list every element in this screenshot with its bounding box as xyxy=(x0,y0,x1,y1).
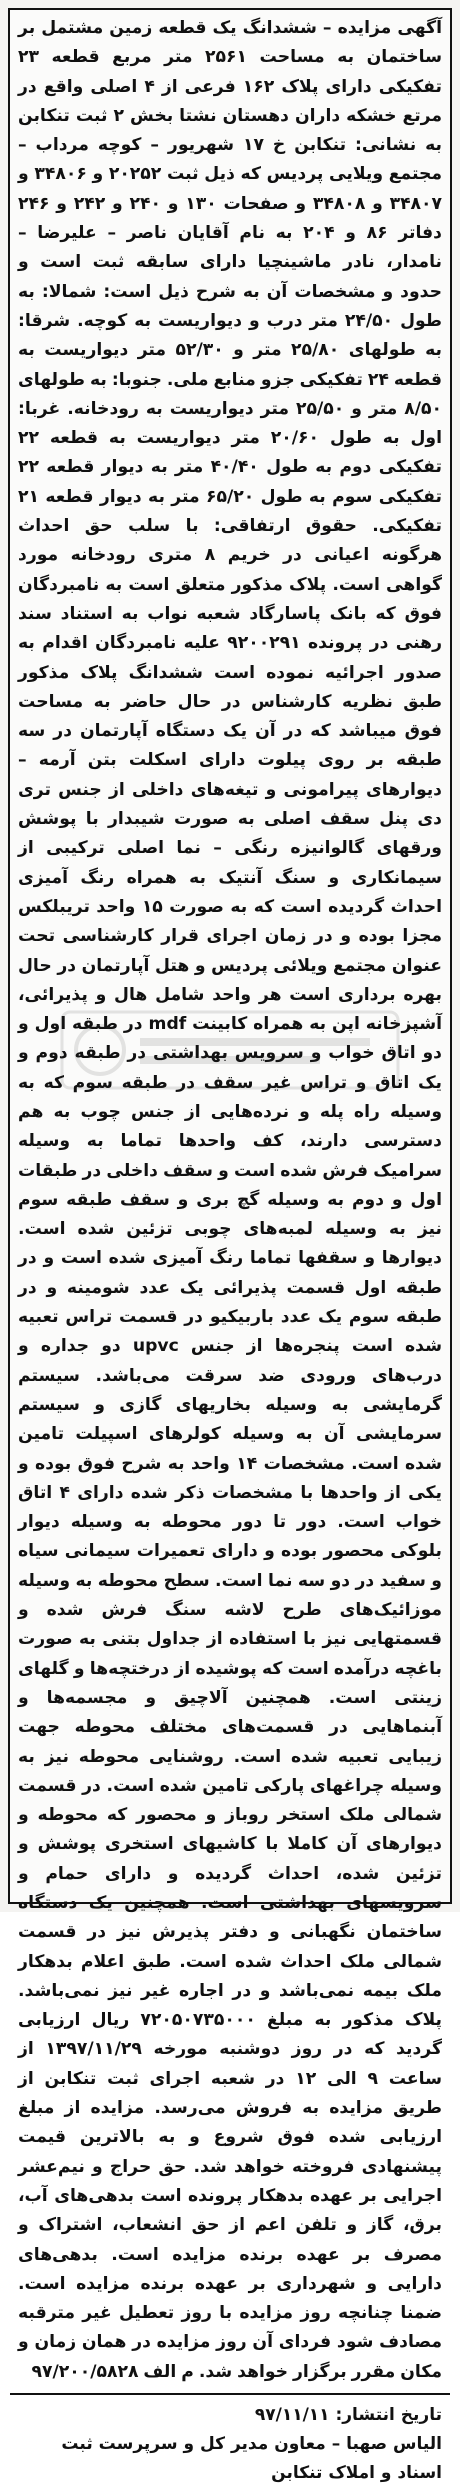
signature-line: الیاس صهبا – معاون مدیر کل و سرپرست ثبت اسناد و املاک تنکابن xyxy=(61,2434,442,2484)
auction-notice xyxy=(8,8,452,2484)
footer-divider xyxy=(10,2393,450,2395)
publication-date: تاریخ انتشار: ۹۷/۱۱/۱۱ xyxy=(254,2405,442,2426)
notice-body: آگهی مزایده – ششدانگ یک قطعه زمین مشتمل بر ساختمان به مساحت ۲۵۶۱ متر مربع قطعه ۲۳ تفکیکی دارای پلاک ۱۶۲ فرعی از ۴ اصلی واقع در مرتع خشکه داران دهستان نشتا بخش ۲ ثبت تنکابن به نشانی: تنکابن خ ۱۷ شهریور – کوچه مرداب – مجتمع ویلایی پردیس که ذیل ثبت ۲۰۲۵۲ و ۳۴۸۰۶ و ۳۴۸۰۷ و ۳۴۸۰۸ و صفحات ۱۳۰ و ۲۴۰ و ۲۴۲ و ۲۴۶ دفاتر ۸۶ و ۲۰۴ به نام آقایان ناصر – علیرضا – نامدار، نادر ماشینچیا دارای سابقه ثبت است و حدود و مشخصات آن به شرح ذیل است: شمالا: به طول ۲۴/۵۰ متر درب و دیواریست به کوچه. شرقا: به طولهای ۲۵/۸۰ متر و ۵۲/۳۰ متر دیواریست به قطعه ۲۴ تفکیکی جزو منابع ملی. جنوبا: به طولهای ۸/۵۰ متر و ۲۵/۵۰ متر دیواریست به رودخانه. غربا: اول به طول ۲۰/۶۰ متر دیواریست به قطعه ۲۲ تفکیکی دوم به طول ۴۰/۴۰ متر به دیوار قطعه ۲۲ تفکیکی سوم به طول ۶۵/۲۰ متر به دیوار قطعه ۲۱ تفکیکی. حقوق ارتفاقی: با سلب حق احداث هرگونه اعیانی در خریم ۸ متری رودخانه مورد گواهی است. پلاک مذکور متعلق است به نامبردگان فوق که بانک پاسارگاد شعبه نواب به استناد سند رهنی در پرونده ۹۲۰۰۲۹۱ علیه نامبردگان اقدام به صدور اجرائیه نموده است ششدانگ پلاک مذکور طبق نظریه کارشناس در حال حاضر به مساحت فوق میباشد که در آن یک دستگاه آپارتمان در سه طبقه بر روی پیلوت دارای اسکلت بتن آرمه – دیوارهای پیرامونی و تیغه‌های داخلی از جنس تری دی پنل سقف اصلی به صورت شیبدار با پوشش ورقهای گالوانیزه رنگی – نما اصلی ترکیبی از سیمانکاری و سنگ آنتیک به همراه رنگ آمیزی احداث گردیده است که به صورت ۱۵ واحد تریبلکس مجزا بوده و در زمان اجرای قرار کارشناسی تحت عنوان مجتمع ویلائی پردیس و هتل آپارتمان در حال بهره برداری است هر واحد شامل هال و پذیرائی، آشپزخانه اپن به همراه کابینت mdf در طبقه اول و دو اتاق خواب و سرویس بهداشتی در طبقه دوم و یک اتاق و تراس غیر سقف در طبقه سوم که به وسیله راه پله و نرده‌هایی از جنس چوب به هم دسترسی دارند، کف واحدها تماما به وسیله سرامیک فرش شده است و سقف داخلی در طبقات اول و دوم به وسیله گچ بری و سقف طبقه سوم نیز به وسیله لمبه‌های چوبی تزئین شده است. دیوارها و سقفها تماما رنگ آمیزی شده است و در طبقه اول قسمت پذیرائی یک عدد شومینه و در طبقه سوم یک عدد باربیکیو در قسمت تراس تعبیه شده است پنجره‌ها از جنس upvc دو جداره و درب‌های ورودی ضد سرقت می‌باشد. سیستم گرمایشی به وسیله بخاریهای گازی و سیستم سرمایشی آن به وسیله کولرهای اسپیلت تامین شده است. مشخصات ۱۴ واحد به شرح فوق بوده و یکی از واحدها با مشخصات ذکر شده دارای ۴ اتاق خواب است. دور تا دور محوطه به وسیله دیوار بلوکی محصور بوده و دارای تعمیرات سیمانی سیاه و سفید در دو سه نما است. سطح محوطه به وسیله موزائیک‌های طرح لاشه سنگ فرش شده و قسمتهایی نیز با استفاده از جداول بتنی به صورت باغچه درآمده است که پوشیده از درختچه‌ها و گلهای زینتی است. همچنین آلاچیق و مجسمه‌ها و آبنماهایی در قسمت‌های مختلف محوطه جهت زیبایی تعبیه شده است. روشنایی محوطه نیز به وسیله چراغهای پارکی تامین شده است. در قسمت شمالی ملک استخر روباز و محصور که محوطه و دیوارهای آن کاملا با کاشیهای استخری پوشش و تزئین شده، احداث گردیده و دارای حمام و سرویسهای بهداشتی است. همچنین یک دستگاه ساختمان نگهبانی و دفتر پذیرش نیز در قسمت شمالی ملک احداث شده است. طبق اعلام بدهکار ملک بیمه نمی‌باشد و در اجاره غیر نیز نمی‌باشد. پلاک مذکور به مبلغ ۷۲۰۵۰۷۳۵۰۰۰ ریال ارزیابی گردید که در روز دوشنبه مورخه ۱۳۹۷/۱۱/۲۹ از ساعت ۹ الی ۱۲ در شعبه اجرای ثبت تنکابن از طریق مزایده به فروش می‌رسد. مزایده از مبلغ ارزیابی شده فوق شروع و به بالاترین قیمت پیشنهادی فروخته خواهد شد. حق حراج و نیم‌عشر اجرایی بر عهده بدهکار پرونده است بدهی‌های آب، برق، گاز و تلفن اعم از حق انشعاب، اشتراک و مصرف بر عهده برنده مزایده است. بدهی‌های دارایی و شهرداری بر عهده برنده مزایده است. ضمنا چنانچه روز مزایده با روز تعطیل غیر مترقبه مصادف شود فردای آن روز مزایده در همان زمان و مکان مقرر برگزار خواهد شد. م الف ۹۷/۲۰۰/۵۸۲۸ xyxy=(18,18,443,2382)
